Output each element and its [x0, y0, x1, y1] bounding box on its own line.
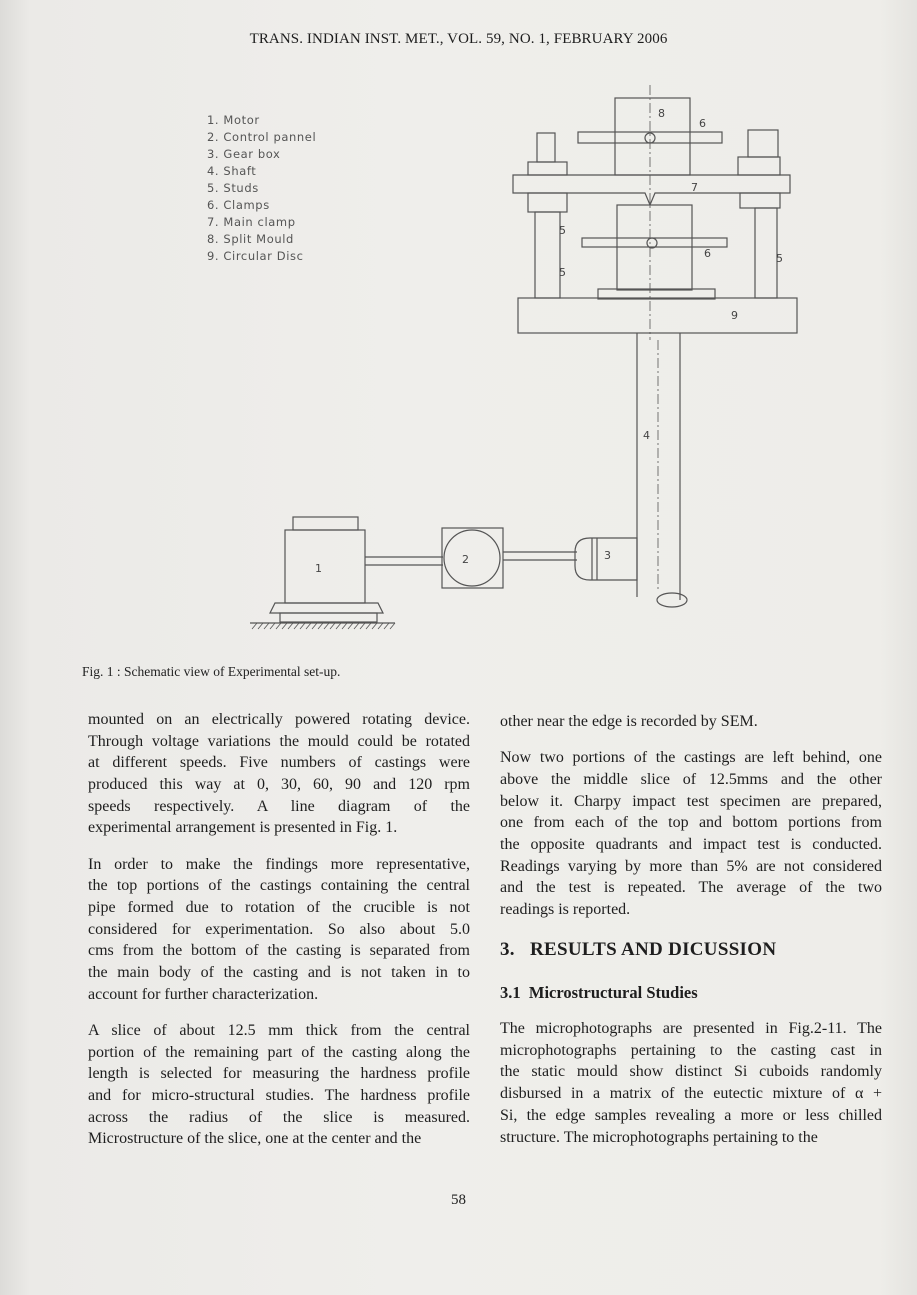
motor-cap: [293, 517, 358, 530]
text-line: other near the edge is recorded by SEM.: [500, 713, 758, 730]
right-stud: [755, 208, 777, 298]
label-gearbox: 3: [604, 549, 611, 562]
left-nut-upper: [528, 162, 567, 175]
text-line: readings is reported.: [500, 901, 631, 918]
legend-item: 6. Clamps: [207, 198, 270, 212]
text-line: above the middle slice of 12.5mms and the other: [500, 770, 882, 788]
text-line: the main body of the casting and is not taken in to: [88, 964, 470, 982]
text-line: Microstructure of the slice, one at the center and the: [88, 1130, 422, 1148]
right-column: [500, 711, 882, 1163]
page-number: 58: [451, 1192, 466, 1208]
shaft-end: [657, 593, 687, 607]
running-header: TRANS. INDIAN INST. MET., VOL. 59, NO. 1, FEBRUARY 2006: [249, 31, 668, 47]
text-line: across the radius of the slice is measured.: [88, 1108, 470, 1126]
text-line: length is selected for measuring the hardness profile: [88, 1065, 470, 1083]
text-line: one from each of the top and bottom portions from: [500, 814, 882, 832]
text-line: disbursed in a matrix of the eutectic mixture of α +: [500, 1085, 882, 1103]
left-paragraphs: [88, 709, 470, 1150]
subsection-heading: 3.1 Microstructural Studies: [500, 983, 698, 1003]
text-line: produced this way at 0, 30, 60, 90 and 120 rpm: [88, 776, 470, 794]
legend-item: 4. Shaft: [207, 164, 257, 178]
text-line: Through voltage variations the mould could be rotated: [88, 732, 470, 750]
text-line: the static mould show distinct Si cuboids randomly: [500, 1063, 882, 1081]
text-line: Readings varying by more than 5% are not considered: [500, 857, 882, 875]
motor-body: [285, 530, 365, 603]
right-nut-upper: [738, 157, 780, 175]
figure-caption: Fig. 1 : Schematic view of Experimental set-up.: [82, 664, 341, 679]
legend-item: 2. Control pannel: [207, 130, 317, 144]
paragraph: [88, 1020, 470, 1150]
right-paragraphs-before: [500, 711, 882, 921]
figure-legend: [207, 112, 316, 265]
right-nut-lower: [740, 193, 780, 208]
split-mould-upper: [615, 98, 690, 175]
left-column: [88, 709, 470, 1165]
right-paragraphs-after: [500, 1018, 882, 1148]
text-line: the top portions of the castings containing the central: [88, 877, 470, 895]
label-disc: 9: [731, 309, 738, 322]
control-panel-box: [442, 528, 503, 588]
left-stud-top: [537, 133, 555, 162]
text-line: structure. The microphotographs pertaining to the: [500, 1128, 818, 1146]
text-line: speeds respectively. A line diagram of the: [88, 797, 470, 815]
text-line: microphotographs pertaining to the casting cast in: [500, 1041, 882, 1059]
text-line: account for further characterization.: [88, 985, 319, 1003]
label-stud: 5: [776, 252, 783, 265]
text-line: mounted on an electrically powered rotating device.: [88, 711, 470, 728]
label-stud: 5: [559, 224, 566, 237]
section-heading: 3. RESULTS AND DICUSSION: [500, 938, 777, 960]
legend-item: 9. Circular Disc: [207, 249, 304, 263]
text-line: and for micro-structural studies. The hardness profile: [88, 1087, 470, 1104]
motor-drive-rod: [365, 557, 443, 565]
text-line: at different speeds. Five numbers of castings were: [88, 754, 470, 772]
label-motor: 1: [315, 562, 322, 575]
text-line: Now two portions of the castings are left behind, one: [500, 749, 882, 767]
text-line: The microphotographs are presented in Fig.2-11. The: [500, 1020, 882, 1038]
text-line: In order to make the findings more representative,: [88, 855, 470, 873]
label-clamp: 6: [699, 117, 706, 130]
legend-item: 3. Gear box: [207, 147, 281, 161]
text-line: Si, the edge samples revealing a more or less chilled: [500, 1106, 882, 1124]
legend-item: 1. Motor: [207, 113, 260, 127]
paragraph: [88, 709, 470, 839]
right-stud-top: [748, 130, 778, 157]
legend-item: 5. Studs: [207, 181, 259, 195]
left-nut-lower: [528, 193, 567, 212]
paragraph: [500, 1018, 882, 1148]
legend-item: 7. Main clamp: [207, 215, 296, 229]
legend-item: 8. Split Mould: [207, 232, 294, 246]
shaft: [637, 333, 680, 600]
motor-foot: [280, 613, 377, 622]
control-panel-dial: [444, 530, 500, 586]
gearbox-rod: [503, 552, 577, 560]
paragraph: [500, 747, 882, 921]
text-line: below it. Charpy impact test specimen are prepared,: [500, 792, 882, 810]
text-line: considered for experimentation. So also about 5.0: [88, 920, 470, 938]
label-shaft: 4: [643, 429, 650, 442]
label-main-clamp: 7: [691, 181, 698, 194]
label-mould: 8: [658, 107, 665, 120]
main-clamp: [513, 175, 790, 205]
circular-disc: [518, 298, 797, 333]
ground-hatching: [252, 623, 395, 629]
text-line: the opposite quadrants and impact test is conducted.: [500, 835, 882, 853]
paragraph: [88, 854, 470, 1006]
text-line: A slice of about 12.5 mm thick from the central: [88, 1021, 470, 1039]
label-stud: 5: [559, 266, 566, 279]
label-control: 2: [462, 553, 469, 566]
paragraph: [500, 711, 882, 733]
text-line: experimental arrangement is presented in Fig. 1.: [88, 819, 398, 837]
text-line: and the test is repeated. The average of the two: [500, 879, 882, 897]
left-stud: [535, 212, 560, 298]
text-line: pipe formed due to rotation of the crucible is not: [88, 899, 470, 916]
text-line: portion of the remaining part of the casting along the: [88, 1043, 470, 1061]
label-clamp: 6: [704, 247, 711, 260]
text-line: cms from the bottom of the casting is separated from: [88, 942, 470, 960]
motor-base: [270, 603, 383, 613]
